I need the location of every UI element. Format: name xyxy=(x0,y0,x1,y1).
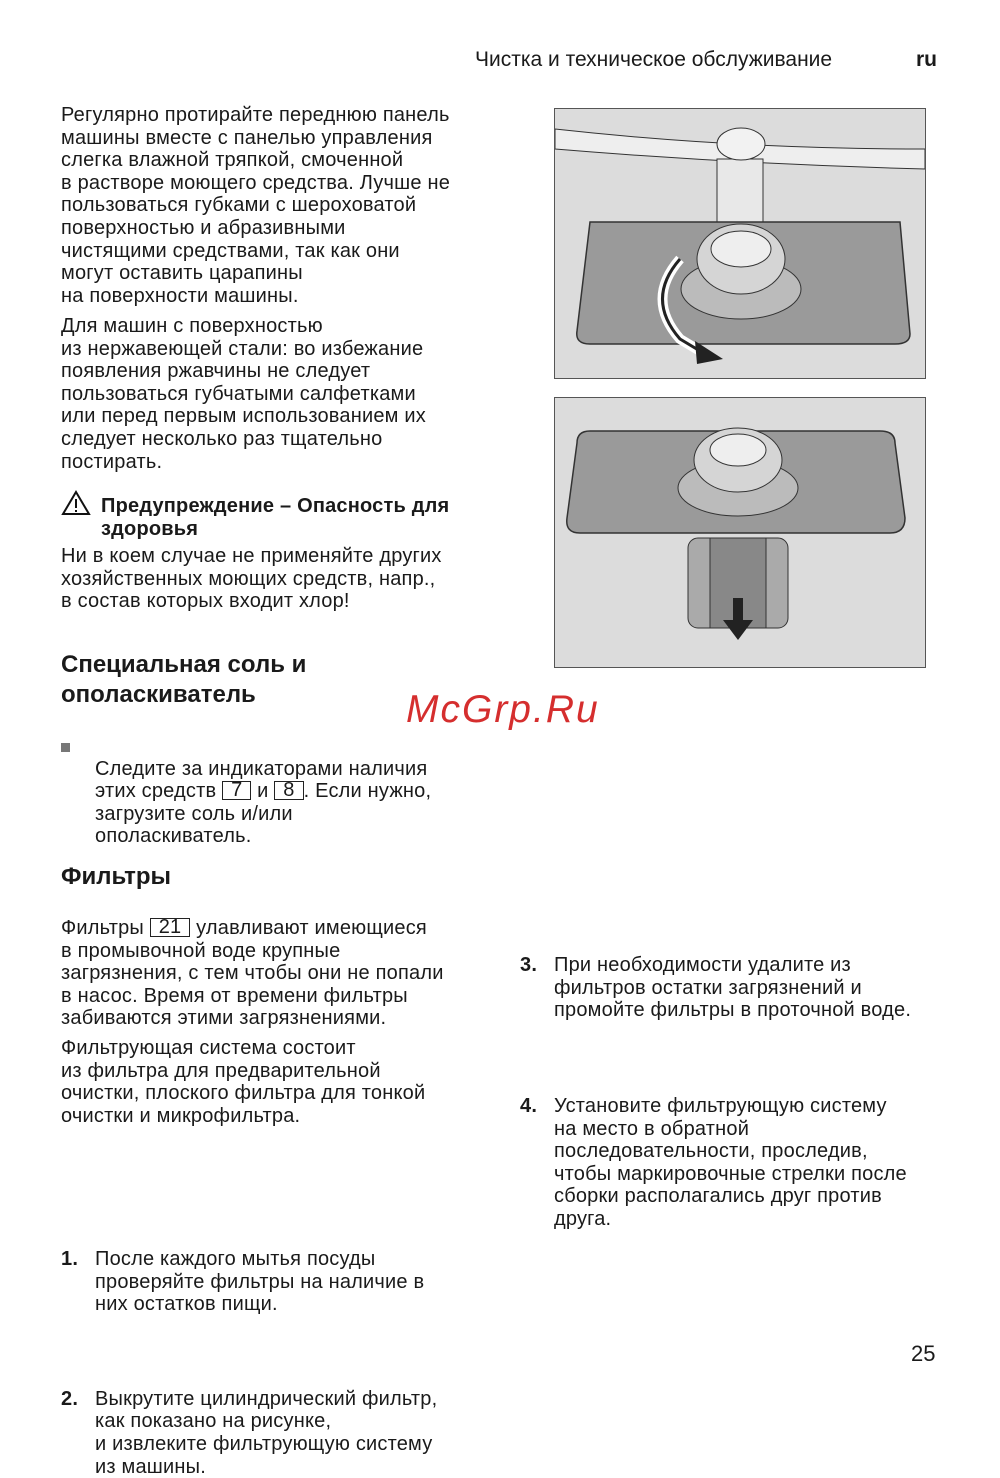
language-code: ru xyxy=(916,48,937,71)
paragraph-filter-system: Фильтрующая система состоит из фильтра для предварительной очистки, плоского фильтра для тонкой очистки и микрофильтра. xyxy=(61,1037,426,1127)
warning-icon xyxy=(61,490,91,521)
running-header: Чистка и техническое обслуживание xyxy=(475,48,833,71)
watermark: McGrp.Ru xyxy=(406,688,600,731)
heading-filters: Фильтры xyxy=(61,863,172,890)
page-number: 25 xyxy=(911,1341,936,1366)
step-4: 4. Установите фильтрующую систему на место в обратной последовательности, проследив, чтобы маркировочные стрелки после сборки располагались друг против друга. xyxy=(520,1094,907,1230)
paragraph-cleaning: Регулярно протирайте переднюю панель машины вместе с панелью управления слегка влажной тряпкой, смоченной в растворе моющего средства. Лучше не пользоваться губками с шероховатой поверхностью и абразивными чистящими средствами, так как они могут оставить царапины на поверхности машины. xyxy=(61,104,451,307)
figure-unscrew-filter xyxy=(554,108,926,379)
bullet-icon xyxy=(61,743,70,752)
paragraph-stainless: Для машин с поверхностью из нержавеющей стали: во избежание появления ржавчины не следует пользоваться губчатыми салфетками или перед первым использованием их следует несколько раз тщательно постирать. xyxy=(61,315,426,473)
step-3: 3. При необходимости удалите из фильтров остатки загрязнений и промойте фильтры в проточной воде. xyxy=(520,954,912,1022)
ref-box: 8 xyxy=(274,781,303,800)
warning-title: Предупреждение – Опасность для здоровья xyxy=(101,495,450,540)
ref-box: 7 xyxy=(222,781,251,800)
ref-box: 21 xyxy=(150,918,191,937)
figure-remove-filter xyxy=(554,397,926,668)
paragraph-filters: Фильтры 21 улавливают имеющиеся в промывочной воде крупные загрязнения, с тем чтобы они не попали в насос. Время от времени фильтры забиваются этими загрязнениями. xyxy=(61,916,444,1030)
step-1: 1. После каждого мытья посуды проверяйте фильтры на наличие в них остатков пищи. xyxy=(61,1247,425,1316)
heading-salt: Специальная соль и ополаскиватель xyxy=(61,651,307,708)
salt-list-item: Следите за индикаторами наличия этих средств 7 и 8 . Если нужно, загрузите соль и/или ополаскиватель. xyxy=(95,735,1000,848)
step-2: 2. Выкрутите цилиндрический фильтр, как показано на рисунке, и извлеките фильтрующую систему из машины. xyxy=(61,1387,438,1478)
warning-text: Ни в коем случае не применяйте других хозяйственных моющих средств, напр., в состав которых входит хлор! xyxy=(61,545,442,613)
